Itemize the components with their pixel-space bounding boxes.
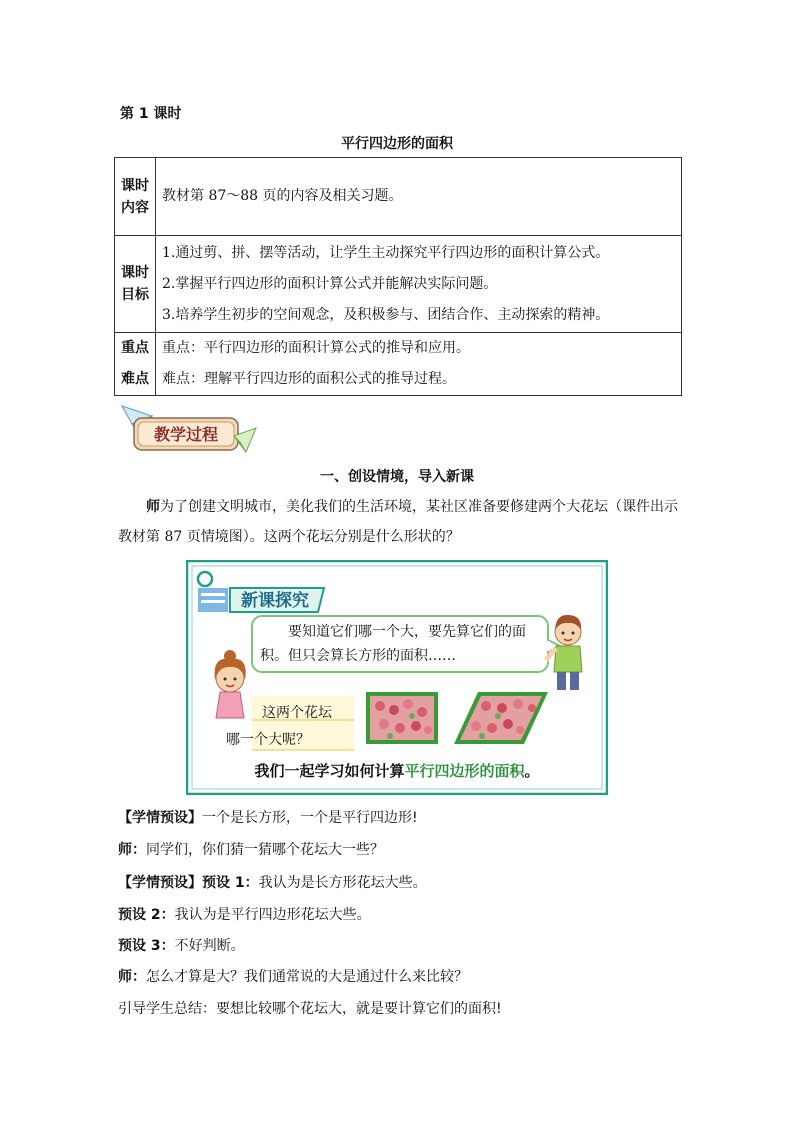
speaker-tag: 师： (118, 842, 146, 858)
dialogue-line-3 (118, 872, 427, 892)
row-body-focus (156, 333, 682, 396)
dialogue-line-4 (118, 904, 371, 924)
dialogue-line-5 (118, 935, 245, 955)
dialogue-text: 同学们，你们猜一猜哪个花坛大一些？ (146, 842, 384, 858)
dialogue-text: 一个是长方形，一个是平行四边形! (202, 810, 418, 826)
preset-tag: 【学情预设】 (118, 875, 202, 891)
dialogue-line-2 (118, 839, 384, 859)
dialogue-text: 引导学生总结：要想比较哪个花坛大，就是要计算它们的面积! (118, 1001, 502, 1017)
caption-highlight: 平行四边形的面积 (404, 762, 525, 780)
rectangle-flower-bed (366, 692, 438, 744)
page-title: 平行四边形的面积 (341, 136, 453, 152)
preset-label: 预设 3： (118, 938, 175, 954)
girl-speech-line-1: 这两个花坛 (262, 705, 332, 721)
goal-line-3: 3.培养学生初步的空间观念，及积极参与、团结合作、主动探索的精神。 (162, 306, 610, 323)
preset-label: 预设 2： (118, 907, 175, 923)
figure-caption (254, 762, 539, 780)
lesson-number: 第 1 课时 (120, 106, 182, 122)
difficulty-line: 难点：理解平行四边形的面积公式的推导过程。 (162, 371, 456, 387)
table-row (115, 158, 682, 236)
preset-tag: 【学情预设】 (118, 810, 202, 826)
dialogue-text: 我认为是长方形花坛大些。 (258, 875, 427, 891)
row-head-goals: 课时 目标 (115, 236, 156, 333)
tag-text: 新课探究 (241, 591, 309, 611)
dialogue-line-7 (118, 998, 502, 1018)
content-line: 教材第 87～88 页的内容及相关习题。 (162, 188, 403, 204)
girl-speech-line-2: 哪一个大呢？ (226, 732, 310, 748)
preset-label: 预设 1： (202, 875, 259, 891)
speaker-label: 师 (146, 499, 160, 515)
intro-paragraph (118, 492, 680, 552)
row-body-content (156, 158, 682, 236)
row-head-focus (115, 333, 156, 396)
table-row (115, 333, 682, 396)
caption-prefix: 我们一起学习如何计算 (254, 762, 405, 780)
speaker-tag: 师： (118, 969, 146, 985)
difficulty-head: 难点 (121, 371, 149, 387)
row-head-content: 课时 内容 (115, 158, 156, 236)
dialogue-text: 怎么才算是大？我们通常说的大是通过什么来比较？ (146, 969, 468, 985)
intro-text: 为了创建文明城市，美化我们的生活环境，某社区准备要修建两个大花坛（课件出示教材第 87 页情境图）。这两个花坛分别是什么形状的？ (118, 499, 678, 545)
lesson-info-table (114, 157, 682, 396)
dialogue-line-1 (118, 807, 418, 827)
teaching-process-banner (118, 402, 258, 457)
dialogue-line-6 (118, 966, 468, 986)
banner-text: 教学过程 (153, 425, 219, 444)
caption-suffix: 。 (524, 762, 540, 780)
focus-line: 重点：平行四边形的面积计算公式的推导和应用。 (162, 340, 470, 356)
boy-speech-text: 要知道它们哪一个大，要先算它们的面积。但只会算长方形的面积…… (260, 624, 526, 664)
dialogue-text: 不好判断。 (174, 938, 245, 954)
focus-head: 重点 (121, 340, 149, 356)
table-row (115, 236, 682, 333)
new-lesson-tag (198, 588, 324, 612)
row-body-goals (156, 236, 682, 333)
section-heading: 一、创设情境，导入新课 (320, 469, 474, 485)
goal-line-2: 2.掌握平行四边形的面积计算公式并能解决实际问题。 (162, 275, 498, 292)
textbook-scene-figure (186, 560, 608, 795)
dialogue-text: 我认为是平行四边形花坛大些。 (174, 907, 371, 923)
goal-line-1: 1.通过剪、拼、摆等活动，让学生主动探究平行四边形的面积计算公式。 (162, 244, 610, 261)
